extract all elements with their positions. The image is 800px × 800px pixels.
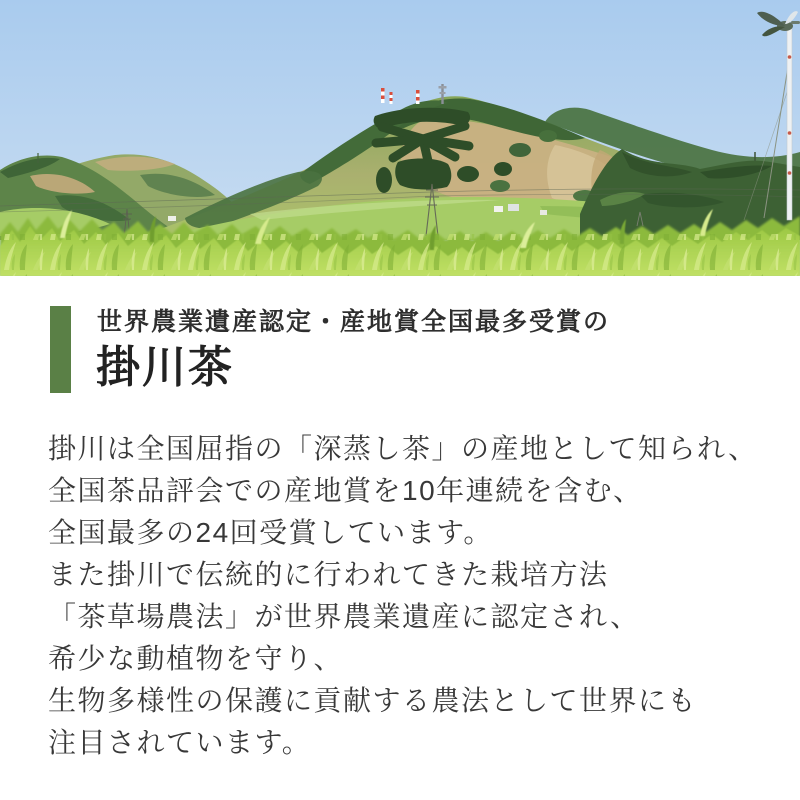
section-subtitle: 世界農業遺産認定・産地賞全国最多受賞の xyxy=(97,308,611,336)
description-line: 注目されています。 xyxy=(48,727,312,758)
description-line: 掛川は全国屈指の「深蒸し茶」の産地として知られ、 xyxy=(48,433,758,464)
description-line: 「茶草場農法」が世界農業遺産に認定され、 xyxy=(48,601,640,632)
hero-photo xyxy=(0,0,800,276)
description-line: 生物多様性の保護に貢献する農法として世界にも xyxy=(48,685,698,716)
description-paragraph xyxy=(48,428,788,764)
description-line: また掛川で伝統的に行われてきた栽培方法 xyxy=(48,559,609,590)
description-line: 希少な動植物を守り、 xyxy=(48,643,344,674)
description-line: 全国茶品評会での産地賞を10年連続を含む、 xyxy=(48,475,643,506)
tea-landscape-illustration xyxy=(0,0,800,276)
description-line: 全国最多の24回受賞しています。 xyxy=(48,517,493,548)
accent-bar xyxy=(50,306,71,393)
section-title: 掛川茶 xyxy=(96,343,234,392)
